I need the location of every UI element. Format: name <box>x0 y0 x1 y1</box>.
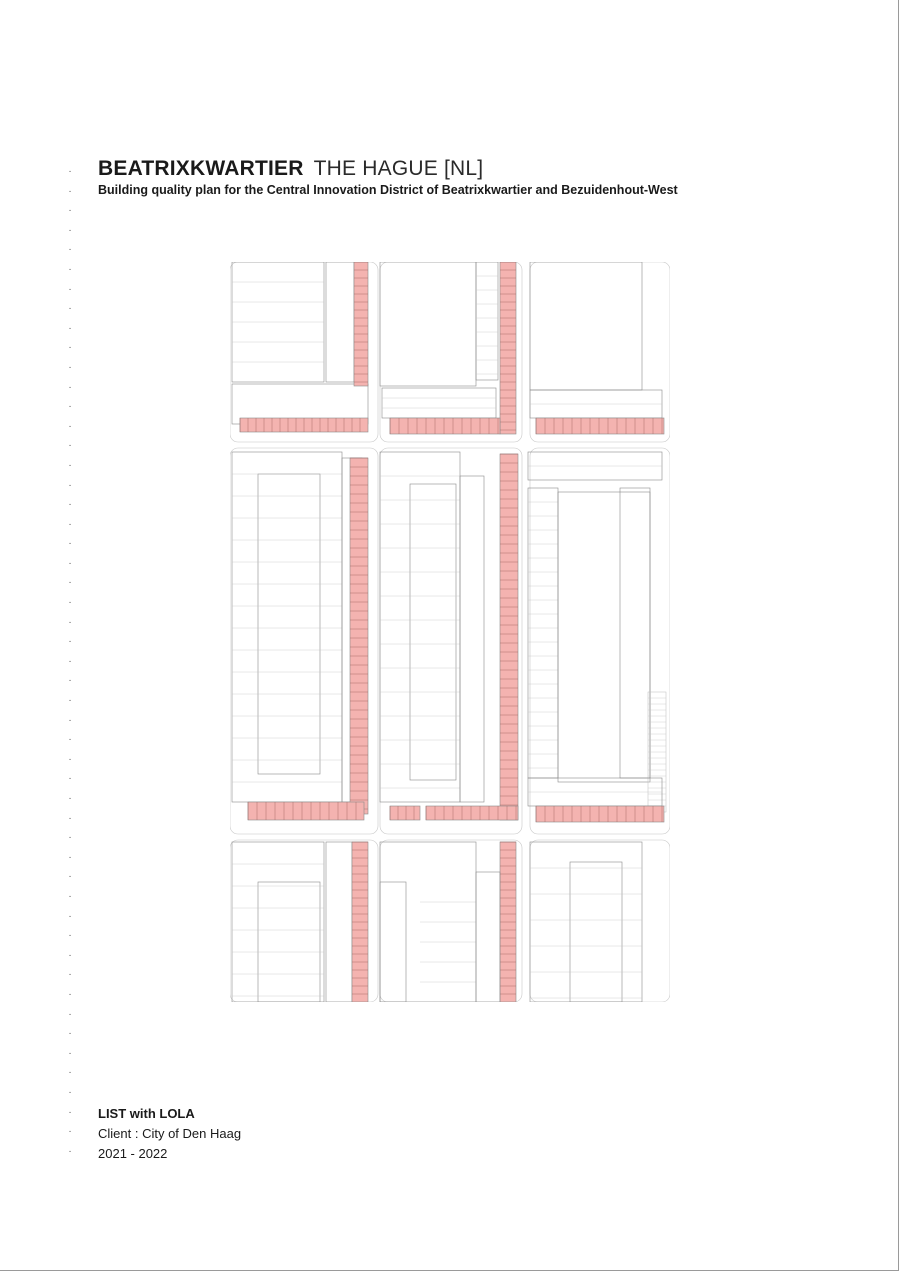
margin-dot: · <box>68 910 72 922</box>
margin-dot: · <box>68 1126 72 1138</box>
margin-dot: · <box>68 283 72 295</box>
building-outline <box>232 452 342 802</box>
facade-strip <box>390 806 420 820</box>
margin-dot: · <box>68 263 72 275</box>
margin-dot: · <box>68 675 72 687</box>
street-outlines <box>230 262 670 1002</box>
credit-firm: LIST with LOLA <box>98 1106 195 1121</box>
building-outline <box>232 842 324 1002</box>
margin-dot: · <box>68 832 72 844</box>
building-outline <box>558 492 650 782</box>
margin-dot: · <box>68 166 72 177</box>
margin-dot: · <box>68 538 72 550</box>
axonometric-drawing <box>230 262 670 1002</box>
building-outline <box>380 882 406 1002</box>
margin-dot: · <box>68 479 72 491</box>
building-outline <box>528 488 558 778</box>
credit-client: Client : City of Den Haag <box>98 1126 242 1141</box>
margin-dot: · <box>68 361 72 373</box>
margin-dot: · <box>68 440 72 452</box>
building-outline <box>476 872 500 1002</box>
building-outline <box>620 488 650 778</box>
margin-dot: · <box>68 557 72 569</box>
facade-strip <box>354 262 368 386</box>
margin-dot: · <box>68 1008 72 1020</box>
margin-dot: · <box>68 890 72 902</box>
margin-dot-column <box>66 162 74 1161</box>
margin-dot: · <box>68 420 72 432</box>
margin-dot: · <box>68 1047 72 1059</box>
margin-dot: · <box>68 949 72 961</box>
margin-dot: · <box>68 1106 72 1118</box>
margin-dot: · <box>68 1067 72 1079</box>
building-outline <box>382 388 496 418</box>
margin-dot: · <box>68 871 72 883</box>
margin-dot: · <box>68 518 72 530</box>
margin-dot: · <box>68 636 72 648</box>
margin-dot: · <box>68 695 72 707</box>
page-title <box>98 157 483 181</box>
facade-strip <box>390 418 500 434</box>
margin-dot: · <box>68 342 72 354</box>
building-outline <box>258 882 320 1002</box>
margin-dot: · <box>68 930 72 942</box>
margin-dot: · <box>68 577 72 589</box>
margin-dot: · <box>68 459 72 471</box>
margin-dot: · <box>68 244 72 256</box>
margin-dot: · <box>68 1145 72 1157</box>
building-outline <box>530 262 642 390</box>
credits <box>98 1104 241 1164</box>
facade-strip <box>536 418 664 434</box>
building-outline <box>530 842 642 1002</box>
margin-dot: · <box>68 597 72 609</box>
margin-dot: · <box>68 499 72 511</box>
building-outline <box>326 842 352 1002</box>
margin-dot: · <box>68 969 72 981</box>
margin-dot: · <box>68 714 72 726</box>
margin-dot: · <box>68 851 72 863</box>
margin-dot: · <box>68 988 72 1000</box>
margin-dot: · <box>68 205 72 217</box>
building-outline <box>570 862 622 1002</box>
title-location: THE HAGUE [NL] <box>313 157 484 180</box>
margin-dot: · <box>68 303 72 315</box>
facade-strip <box>500 262 516 434</box>
building-blocks <box>232 262 666 1002</box>
margin-dot: · <box>68 773 72 785</box>
facade-strip <box>536 806 664 822</box>
facade-strip <box>426 806 518 820</box>
title-project-name: BEATRIXKWARTIER <box>98 157 304 180</box>
block-curb <box>530 262 670 442</box>
building-outline <box>380 452 460 802</box>
margin-dot: · <box>68 381 72 393</box>
building-outline <box>380 262 476 386</box>
margin-dot: · <box>68 1086 72 1098</box>
margin-dot: · <box>68 401 72 413</box>
margin-dot: · <box>68 185 72 197</box>
building-outline <box>476 262 498 380</box>
margin-dot: · <box>68 812 72 824</box>
margin-dot: · <box>68 224 72 236</box>
building-outline <box>460 476 484 802</box>
margin-dot: · <box>68 793 72 804</box>
page-subtitle: Building quality plan for the Central Innovation District of Beatrixkwartier and Bezuidenhout-West <box>98 183 678 197</box>
facade-strip <box>350 458 368 814</box>
margin-dot: · <box>68 753 72 765</box>
margin-dot: · <box>68 655 72 667</box>
margin-dot: · <box>68 616 72 628</box>
credit-years: 2021 - 2022 <box>98 1146 168 1161</box>
facade-strip <box>500 454 518 820</box>
margin-dot: · <box>68 734 72 746</box>
building-outline <box>326 262 354 382</box>
margin-dot: · <box>68 1028 72 1040</box>
margin-dot: · <box>68 322 72 334</box>
facade-strip <box>248 802 364 820</box>
building-outline <box>410 484 456 780</box>
block-curb <box>530 840 670 1002</box>
building-outline <box>258 474 320 774</box>
